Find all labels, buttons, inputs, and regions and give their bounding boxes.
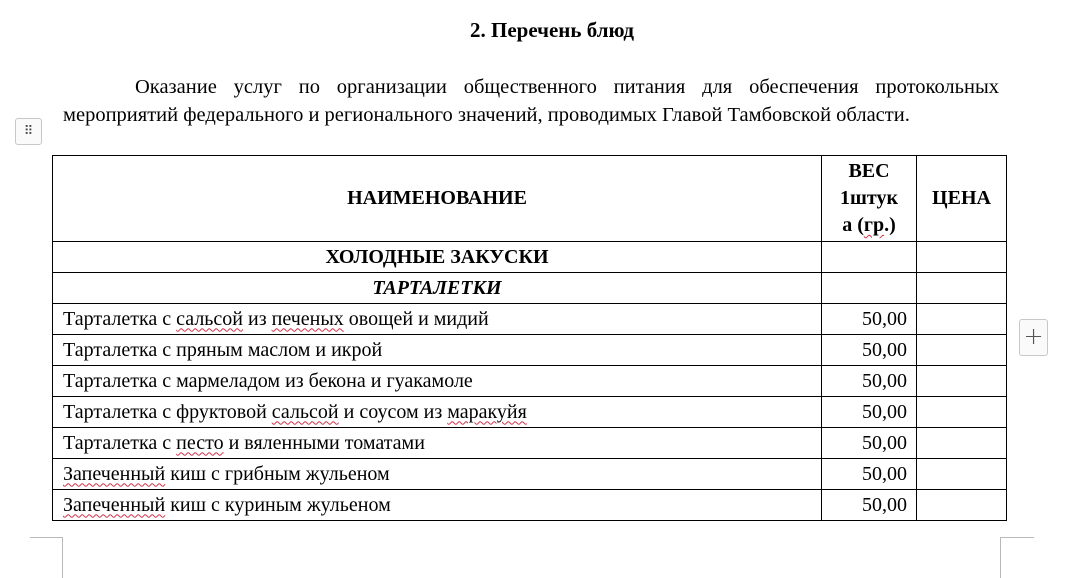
item-weight[interactable]: 50,00 xyxy=(822,459,917,490)
table-header-row xyxy=(53,156,1007,242)
item-price[interactable] xyxy=(917,428,1007,459)
section-weight-cell[interactable] xyxy=(822,242,917,273)
table-row xyxy=(53,490,1007,521)
item-weight[interactable]: 50,00 xyxy=(822,428,917,459)
item-name[interactable] xyxy=(53,397,822,428)
header-weight-line-3-end: .) xyxy=(884,214,896,236)
header-price: ЦЕНА xyxy=(917,156,1007,242)
header-weight xyxy=(822,156,917,242)
item-name-text: и вяленными томатами xyxy=(223,431,425,454)
table-row xyxy=(53,335,1007,366)
item-price[interactable] xyxy=(917,304,1007,335)
item-name-text: песто xyxy=(176,431,224,454)
item-name-text: печеных xyxy=(271,307,344,330)
menu-table xyxy=(52,155,1007,521)
item-name-text: Запеченный xyxy=(63,462,166,485)
header-weight-line-3 xyxy=(822,212,916,239)
table-row xyxy=(53,366,1007,397)
item-price[interactable] xyxy=(917,490,1007,521)
item-name[interactable] xyxy=(53,490,822,521)
header-weight-unit: гр xyxy=(863,214,885,236)
item-name-text: овощей и мидий xyxy=(343,307,489,330)
item-weight[interactable]: 50,00 xyxy=(822,335,917,366)
item-price[interactable] xyxy=(917,459,1007,490)
add-row-plus-icon[interactable]: + xyxy=(1019,319,1048,356)
subsection-row xyxy=(53,273,1007,304)
section-row xyxy=(53,242,1007,273)
subsection-weight-cell[interactable] xyxy=(822,273,917,304)
item-weight[interactable]: 50,00 xyxy=(822,397,917,428)
item-name-text: Тарталетка с пряным маслом и икрой xyxy=(63,338,383,361)
item-name-text: киш с грибным жульеном xyxy=(165,462,390,485)
item-weight[interactable]: 50,00 xyxy=(822,366,917,397)
subsection-price-cell[interactable] xyxy=(917,273,1007,304)
table-row xyxy=(53,459,1007,490)
item-weight[interactable]: 50,00 xyxy=(822,304,917,335)
table-row xyxy=(53,304,1007,335)
item-name-text: сальсой xyxy=(271,400,339,423)
header-weight-line-1: ВЕС xyxy=(848,160,890,182)
table-row xyxy=(53,428,1007,459)
item-name-text: Тарталетка с xyxy=(63,307,177,330)
item-name[interactable] xyxy=(53,428,822,459)
item-name[interactable] xyxy=(53,366,822,397)
item-name-text: Тарталетка с мармеладом из бекона и гуакамоле xyxy=(63,369,473,392)
intro-paragraph: Оказание услуг по организации общественного питания для обеспечения протокольных мероприятий федерального и регионального значений, проводимых Главой Тамбовской области. xyxy=(63,76,999,126)
item-name-text: маракуйя xyxy=(447,400,527,423)
item-name-text: Запеченный xyxy=(63,493,166,516)
page-corner-bottom-left xyxy=(30,537,63,578)
document-title: 2. Перечень блюд xyxy=(470,18,634,42)
table-row xyxy=(53,397,1007,428)
item-name-text: киш с куриным жульеном xyxy=(165,493,391,516)
item-price[interactable] xyxy=(917,366,1007,397)
item-name-text: Тарталетка с xyxy=(63,431,177,454)
header-weight-line-2: 1штук xyxy=(840,187,898,209)
item-name-text: Тарталетка с фруктовой xyxy=(63,400,272,423)
item-rows xyxy=(53,304,1007,521)
item-name[interactable] xyxy=(53,335,822,366)
item-name[interactable] xyxy=(53,459,822,490)
header-weight-line-3-start: а ( xyxy=(842,214,864,236)
subsection-title: ТАРТАЛЕТКИ xyxy=(53,273,822,304)
section-title: ХОЛОДНЫЕ ЗАКУСКИ xyxy=(53,242,822,273)
item-name-text: и соусом из xyxy=(338,400,448,423)
item-name-text: сальсой xyxy=(176,307,243,330)
item-name-text: из xyxy=(243,307,272,330)
item-price[interactable] xyxy=(917,335,1007,366)
item-name[interactable] xyxy=(53,304,822,335)
page-corner-bottom-right xyxy=(1000,537,1034,578)
header-name: НАИМЕНОВАНИЕ xyxy=(53,156,822,242)
item-weight[interactable]: 50,00 xyxy=(822,490,917,521)
section-price-cell[interactable] xyxy=(917,242,1007,273)
item-price[interactable] xyxy=(917,397,1007,428)
table-move-handle-icon[interactable]: ⠿ xyxy=(15,118,42,145)
